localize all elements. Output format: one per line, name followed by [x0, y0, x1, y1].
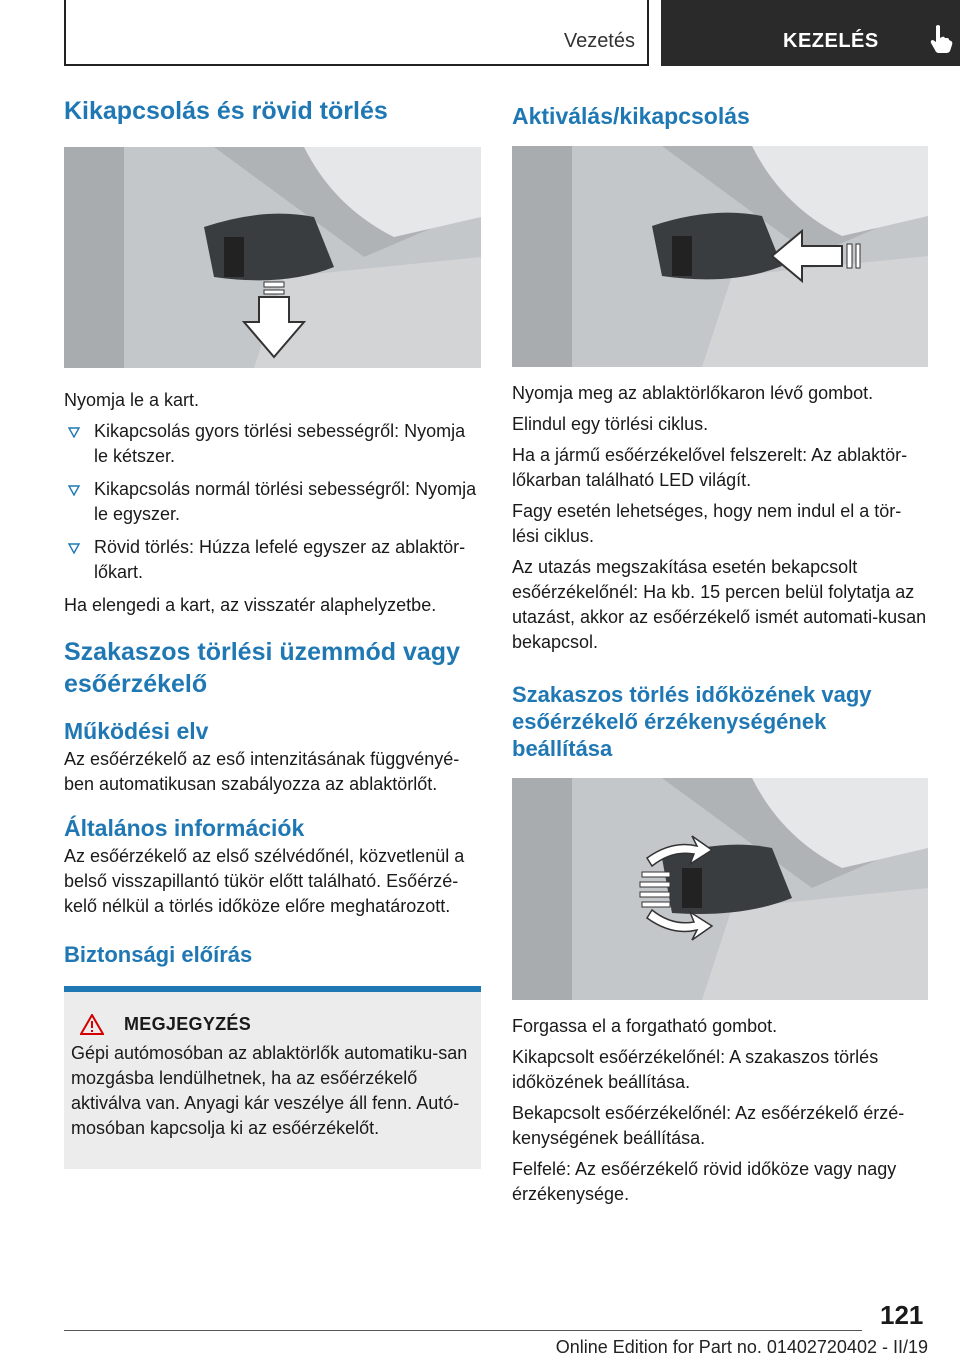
page-header — [64, 0, 960, 66]
heading-switch-off: Kikapcsolás és rövid törlés — [64, 97, 388, 125]
paragraph: Az esőérzékelő az eső intenzitásának függvényé-ben automatikusan szabályozza az ablaktörlőt. — [64, 749, 460, 794]
right-column — [512, 95, 928, 1207]
section-tab — [64, 0, 649, 66]
paragraph: Ha a jármű esőérzékelővel felszerelt: Az ablaktör-lőkarban található LED világít. — [512, 445, 908, 490]
notice-title: MEGJEGYZÉS — [124, 1014, 252, 1034]
heading-general-info: Általános információk — [64, 815, 305, 841]
paragraph: Elindul egy törlési ciklus. — [512, 414, 709, 434]
heading-principle: Működési elv — [64, 718, 209, 744]
instruction-text: Nyomja le a kart. — [64, 390, 200, 410]
heading-safety: Biztonsági előírás — [64, 942, 253, 967]
paragraph: Az utazás megszakítása esetén bekapcsolt esőérzékelőnél: Ha kb. 15 percen belül folytatja az utazást, akkor az esőérzékelő ismét automati-kusan bekapcsol. — [512, 557, 927, 652]
triangle-bullet-icon — [68, 485, 80, 496]
list-item: Rövid törlés: Húzza lefelé egyszer az ablaktör-lőkart. — [64, 535, 481, 585]
left-column — [64, 95, 481, 1169]
chapter-tab — [661, 0, 960, 66]
heading-intermittent-mode: Szakaszos törlési üzemmód vagy esőérzékelő — [64, 638, 460, 698]
warning-icon — [80, 1014, 104, 1035]
notice-box — [64, 986, 481, 1169]
list-item: Kikapcsolás normál törlési sebességről: Nyomja le egyszer. — [64, 477, 481, 527]
paragraph: Felfelé: Az esőérzékelő rövid időköze vagy nagy érzékenysége. — [512, 1159, 897, 1204]
paragraph: Kikapcsolt esőérzékelőnél: A szakaszos törlés időközének beállítása. — [512, 1047, 879, 1092]
triangle-bullet-icon — [68, 543, 80, 554]
section-title: Vezetés — [563, 30, 635, 52]
notice-text: Gépi autómosóban az ablaktörlők automatiku-san mozgásba lendülhetnek, ha az esőérzékelő aktiválva van. Anyagi kár veszélye áll fenn. Autó-mosóban kapcsolja ki az esőérzékelőt. — [71, 1043, 468, 1138]
paragraph: Ha elengedi a kart, az visszatér alaphelyzetbe. — [64, 595, 437, 615]
figure-wiper-lever-down — [64, 147, 481, 368]
page-number: 121 — [880, 1300, 924, 1330]
triangle-bullet-icon — [68, 427, 80, 438]
paragraph: Bekapcsolt esőérzékelőnél: Az esőérzékelő érzé-kenységének beállítása. — [512, 1103, 905, 1148]
notice-header — [71, 1014, 481, 1035]
heading-activate: Aktiválás/kikapcsolás — [512, 103, 750, 129]
paragraph: Nyomja meg az ablaktörlőkaron lévő gombot. — [512, 383, 874, 403]
list-item: Kikapcsolás gyors törlési sebességről: Nyomja le kétszer. — [64, 419, 481, 469]
footer-edition: Online Edition for Part no. 01402720402 - II/19 — [555, 1337, 928, 1357]
hand-pointer-icon — [929, 24, 953, 54]
bullet-list — [64, 419, 481, 585]
footer-divider — [64, 1330, 862, 1331]
paragraph: Fagy esetén lehetséges, hogy nem indul el a tör-lési ciklus. — [512, 501, 902, 546]
paragraph: Forgassa el a forgatható gombot. — [512, 1016, 778, 1036]
figure-wiper-button-press — [512, 146, 928, 367]
heading-interval-setting: Szakaszos törlés időközének vagy esőérzékelő érzékenységének beállítása — [512, 682, 872, 761]
paragraph: Az esőérzékelő az első szélvédőnél, közvetlenül a belső visszapillantó tükör előtt található. Esőérzé-kelő nélkül a törlés időköze előre meghatározott. — [64, 846, 465, 916]
figure-wiper-thumbwheel — [512, 778, 928, 1000]
chapter-title: KEZELÉS — [783, 30, 879, 52]
